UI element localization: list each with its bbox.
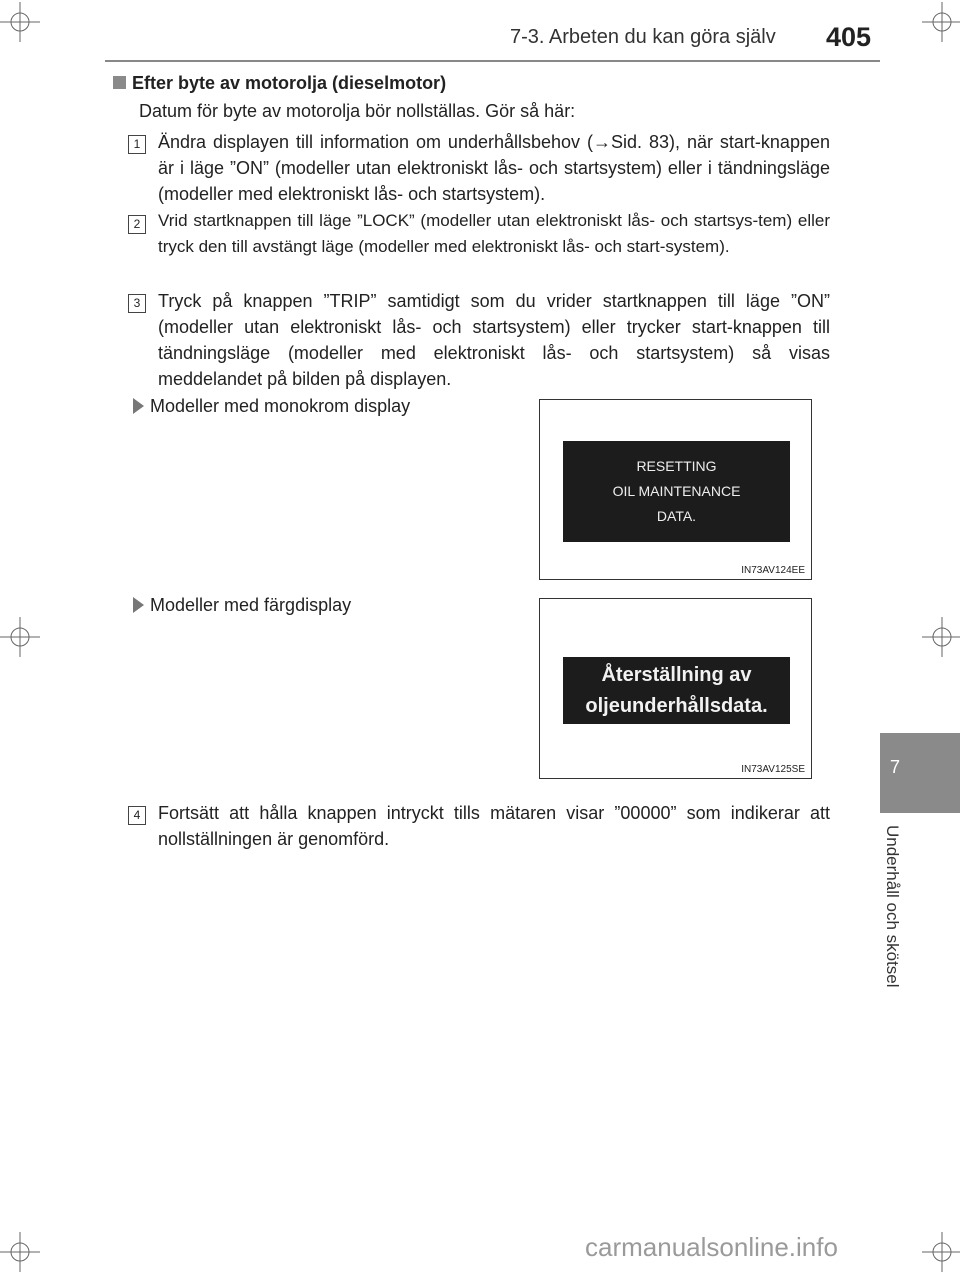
figure-1-caption-text: Modeller med monokrom display bbox=[150, 396, 411, 416]
display-screen-monochrome bbox=[563, 441, 790, 542]
display-line: Återställning av bbox=[601, 664, 752, 686]
step-number-3: 3 bbox=[128, 294, 146, 313]
display-line: DATA. bbox=[656, 508, 697, 524]
header-section-title: 7-3. Arbeten du kan göra själv bbox=[510, 26, 776, 48]
step-2-text: Vrid startknappen till läge ”LOCK” (modeller utan elektroniskt lås- och startsys-tem) eller tryck den till avstängt läge (modeller med elektroniskt lås- och start-system). bbox=[158, 211, 830, 256]
triangle-bullet-icon bbox=[133, 398, 144, 414]
step-number-2: 2 bbox=[128, 215, 146, 234]
step-1-text: Ändra displayen till information om underhållsbehov (→Sid. 83), när start-knappen är i läge ”ON” (modeller utan elektroniskt lås- och startsystem) eller i tändningsläge (modeller med elektroniskt lås- och startsystem). bbox=[158, 132, 830, 204]
chapter-side-label-text: Underhåll och skötsel bbox=[883, 825, 902, 988]
figure-monochrome-display bbox=[539, 399, 812, 580]
chapter-side-label bbox=[872, 825, 912, 1015]
figure-color-display bbox=[539, 598, 812, 779]
figure-2-caption-text: Modeller med färgdisplay bbox=[150, 595, 352, 615]
triangle-bullet-icon bbox=[133, 597, 144, 613]
display-line: oljeunderhållsdata. bbox=[585, 695, 768, 717]
step-4-text: Fortsätt att hålla knappen intryckt tills mätaren visar ”00000” som indikerar att nollställningen är genomförd. bbox=[158, 803, 830, 849]
section-title bbox=[113, 73, 446, 94]
step-3-text: Tryck på knappen ”TRIP” samtidigt som du vrider startknappen till läge ”ON” (modeller utan elektroniskt lås- och startsystem) eller trycker start-knappen till tändningsläge (modeller med elektroniskt lås- och startsystem) så visas meddelandet på bilden på displayen. bbox=[158, 291, 830, 389]
chapter-tab-number: 7 bbox=[889, 757, 900, 777]
step-number-4: 4 bbox=[128, 806, 146, 825]
figure-2-caption bbox=[133, 595, 351, 616]
header-divider bbox=[105, 60, 880, 62]
display-line: RESETTING bbox=[636, 458, 717, 474]
figure-code: IN73AV125SE bbox=[741, 764, 805, 775]
figure-1-caption bbox=[133, 396, 410, 417]
figure-code: IN73AV124EE bbox=[741, 565, 805, 576]
display-screen-color bbox=[563, 657, 790, 724]
section-intro: Datum för byte av motorolja bör nollställas. Gör så här: bbox=[139, 101, 576, 121]
page-number: 405 bbox=[826, 22, 872, 52]
square-bullet-icon bbox=[113, 76, 126, 89]
section-title-text: Efter byte av motorolja (dieselmotor) bbox=[132, 73, 447, 93]
display-line: OIL MAINTENANCE bbox=[612, 483, 741, 499]
step-number-1: 1 bbox=[128, 135, 146, 154]
watermark: carmanualsonline.info bbox=[585, 1232, 838, 1262]
